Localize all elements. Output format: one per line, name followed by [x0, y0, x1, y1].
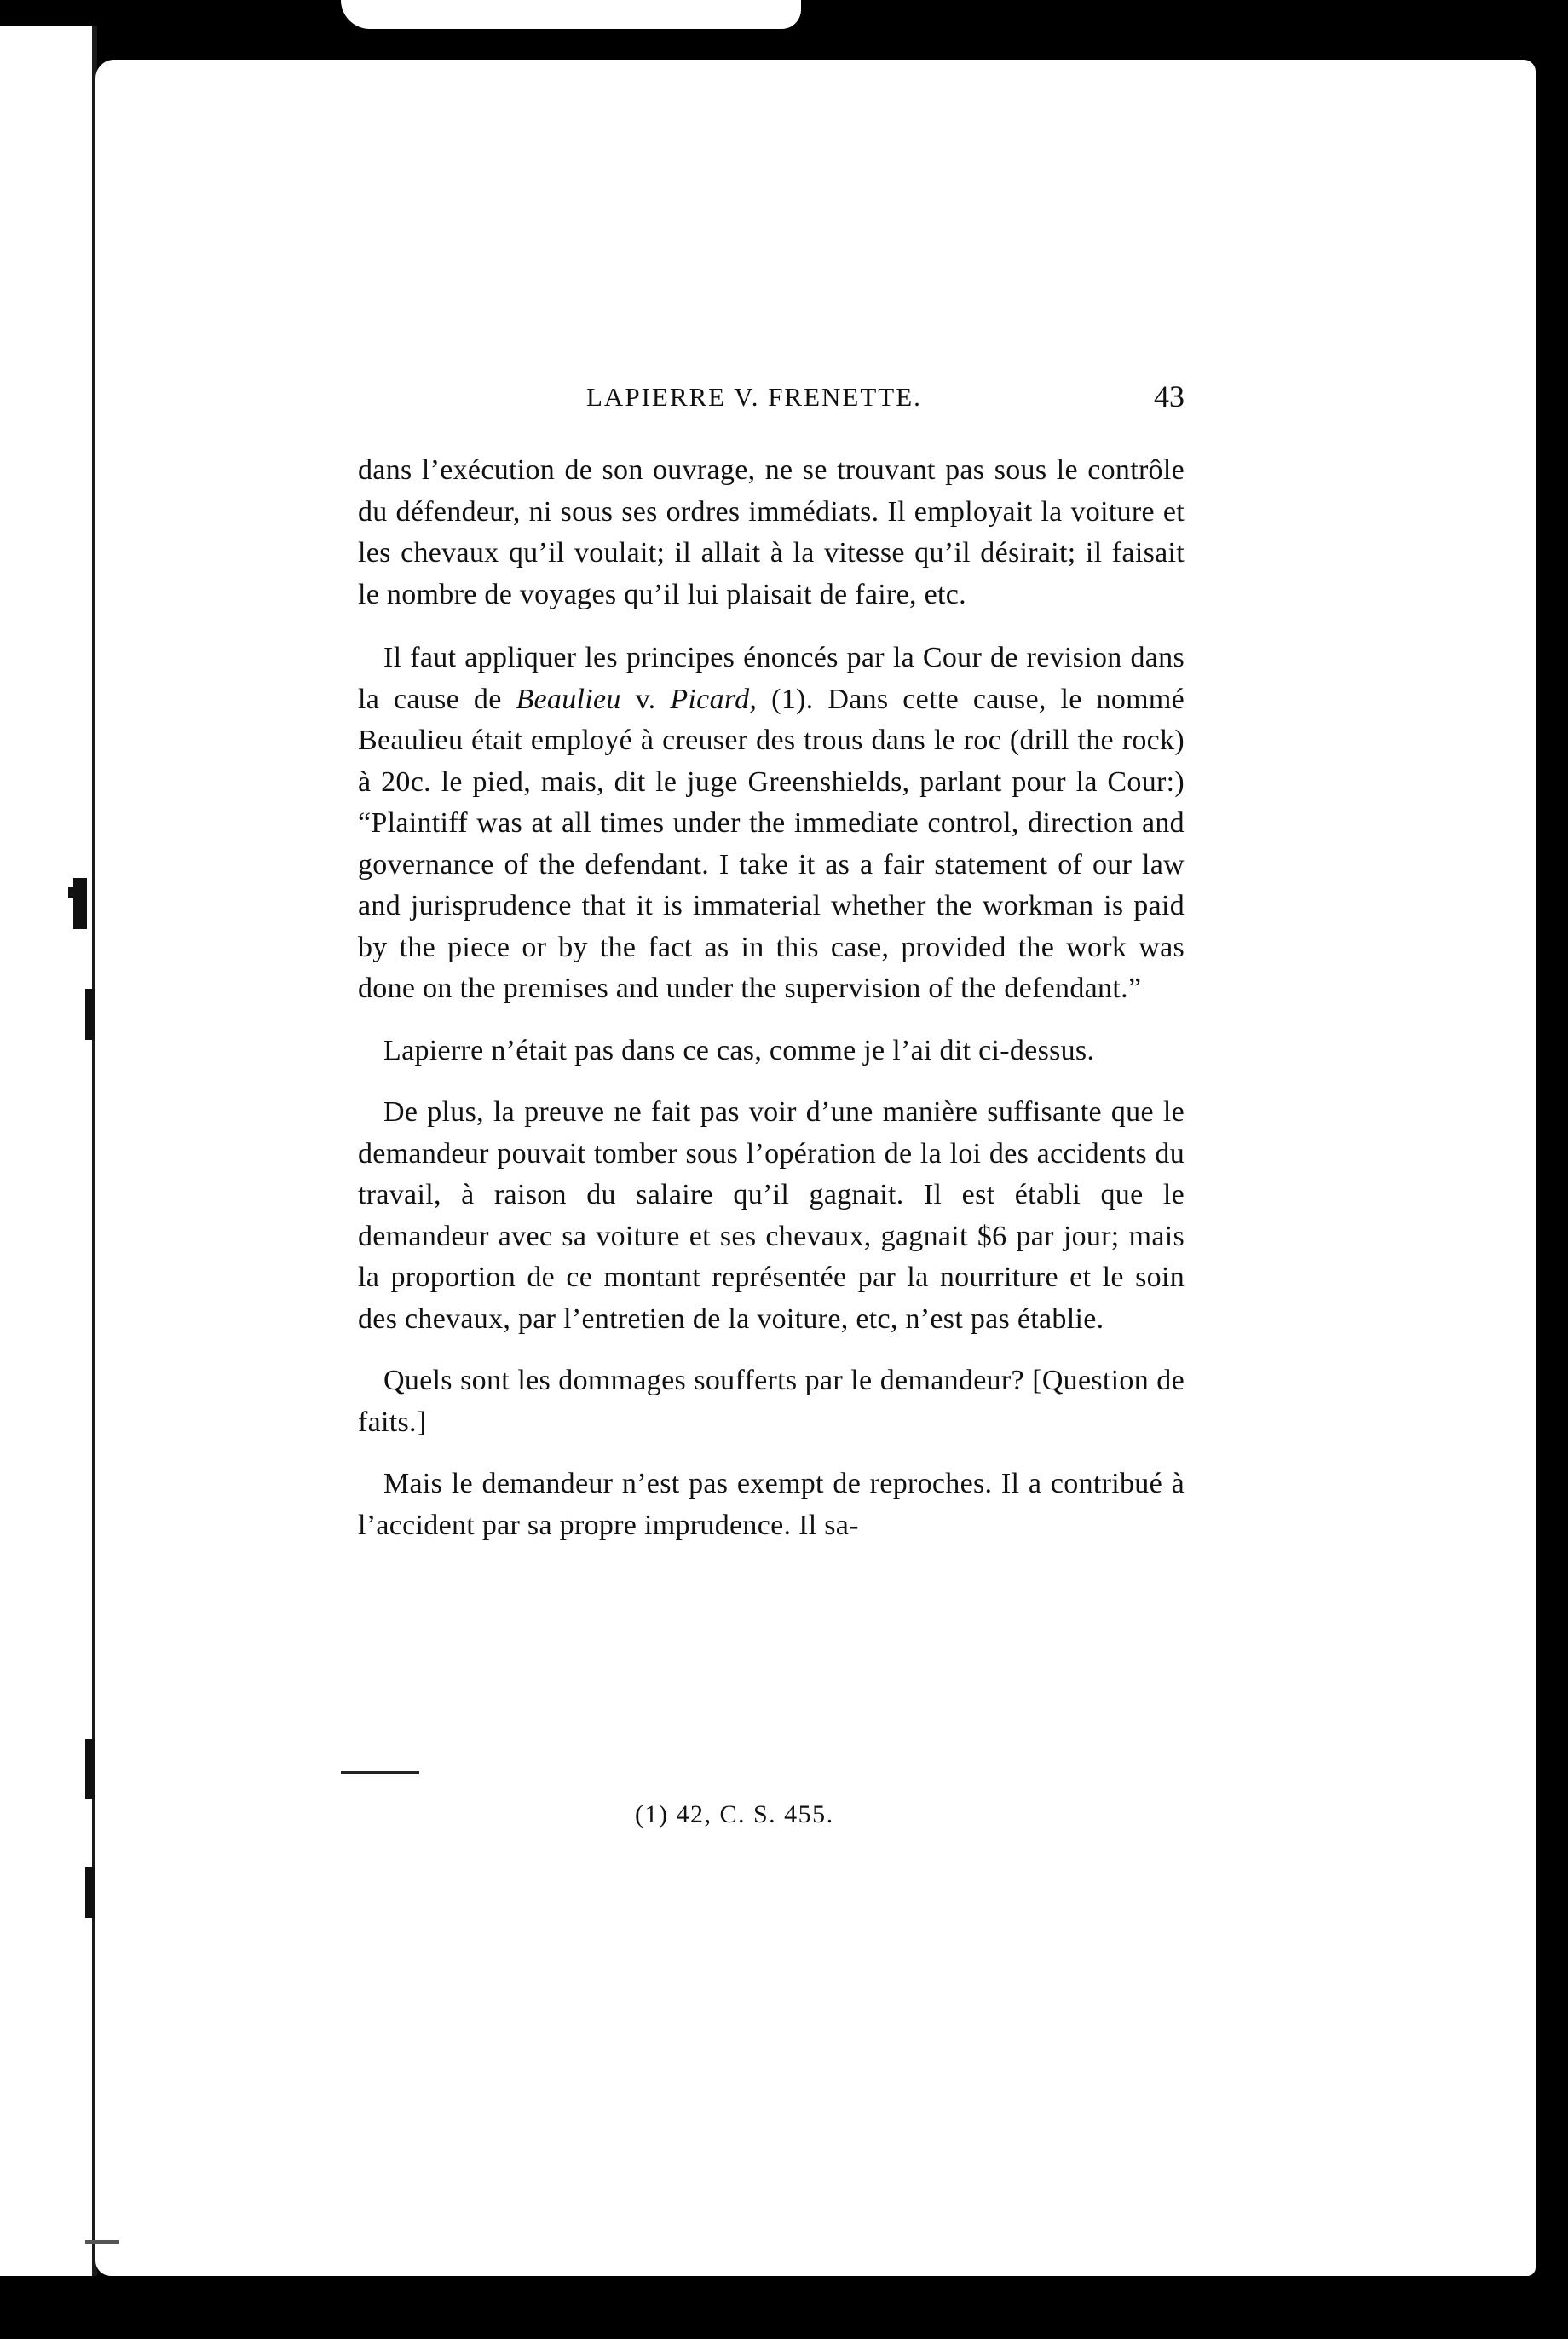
running-title: LAPIERRE V. FRENETTE. — [586, 382, 922, 412]
paragraph — [358, 1031, 1185, 1072]
paragraph-text: Mais le demandeur n’est pas exempt de reproches. Il a contribué à l’accident par sa propre imprudence. Il sa- — [358, 1468, 1185, 1541]
paragraph — [358, 1360, 1185, 1443]
paragraph-text: Il faut appliquer les principes énoncés par la Cour de revision dans la cause de — [358, 642, 1185, 715]
paragraph-text: Quels sont les dommages soufferts par le demandeur? [Question de faits.] — [358, 1365, 1185, 1438]
book-spine-edge — [0, 26, 97, 2276]
case-name-italic: Beaulieu — [516, 683, 621, 715]
paragraph-text: De plus, la preuve ne fait pas voir d’une manière suffisante que le demandeur pouvait tomber sous l’opération de la loi des accidents du travail, à raison du salaire qu’il gagnait. Il est établi que le demandeur avec sa voiture et ses chevaux, gagnait $6 par jour; mais la proportion de ce montant représentée par la nourriture et le soin des chevaux, par l’entretien de la voiture, etc, n’est pas établie. — [358, 1096, 1185, 1335]
paragraph-text: dans l’exécution de son ouvrage, ne se trouvant pas sous le contrôle du défendeur, ni sous ses ordres immédiats. Il employait la voiture et les chevaux qu’il voulait; il allait à la vitesse qu’il désirait; il faisait le nombre de voyages qu’il lui plaisait de faire, etc. — [358, 454, 1185, 610]
footnote: (1) 42, C. S. 455. — [635, 1800, 834, 1828]
paragraph-text: Lapierre n’était pas dans ce cas, comme je l’ai dit ci-dessus. — [383, 1034, 1095, 1066]
page-number: 43 — [1154, 379, 1185, 413]
running-header — [358, 379, 1185, 419]
paragraph-text: (1). Dans cette cause, le nommé Beaulieu était employé à creuser des trous dans le roc (drill the rock) à 20c. le pied, mais, dit le juge Greenshields, parlant pour la Cour:) “Plaintiff was at all times under the immediate control, direction and governance of the defendant. I take it as a fair statement of our law and jurisprudence that it is immaterial whether the workman is paid by the piece or by the fact as in this case, provided the work was done on the premises and under the supervision of the defendant.” — [358, 683, 1185, 1004]
case-name-italic: Picard, — [670, 683, 758, 715]
binding-mark — [73, 878, 87, 929]
paragraph — [358, 450, 1185, 615]
page-top-scrap — [341, 0, 801, 29]
paragraph — [358, 638, 1185, 1010]
paragraph — [358, 1092, 1185, 1340]
paragraph — [358, 1464, 1185, 1546]
body-text — [358, 450, 1185, 1567]
paragraph-text: v. — [620, 683, 671, 715]
corner-mark — [85, 2240, 119, 2244]
footnote-rule — [341, 1771, 419, 1774]
